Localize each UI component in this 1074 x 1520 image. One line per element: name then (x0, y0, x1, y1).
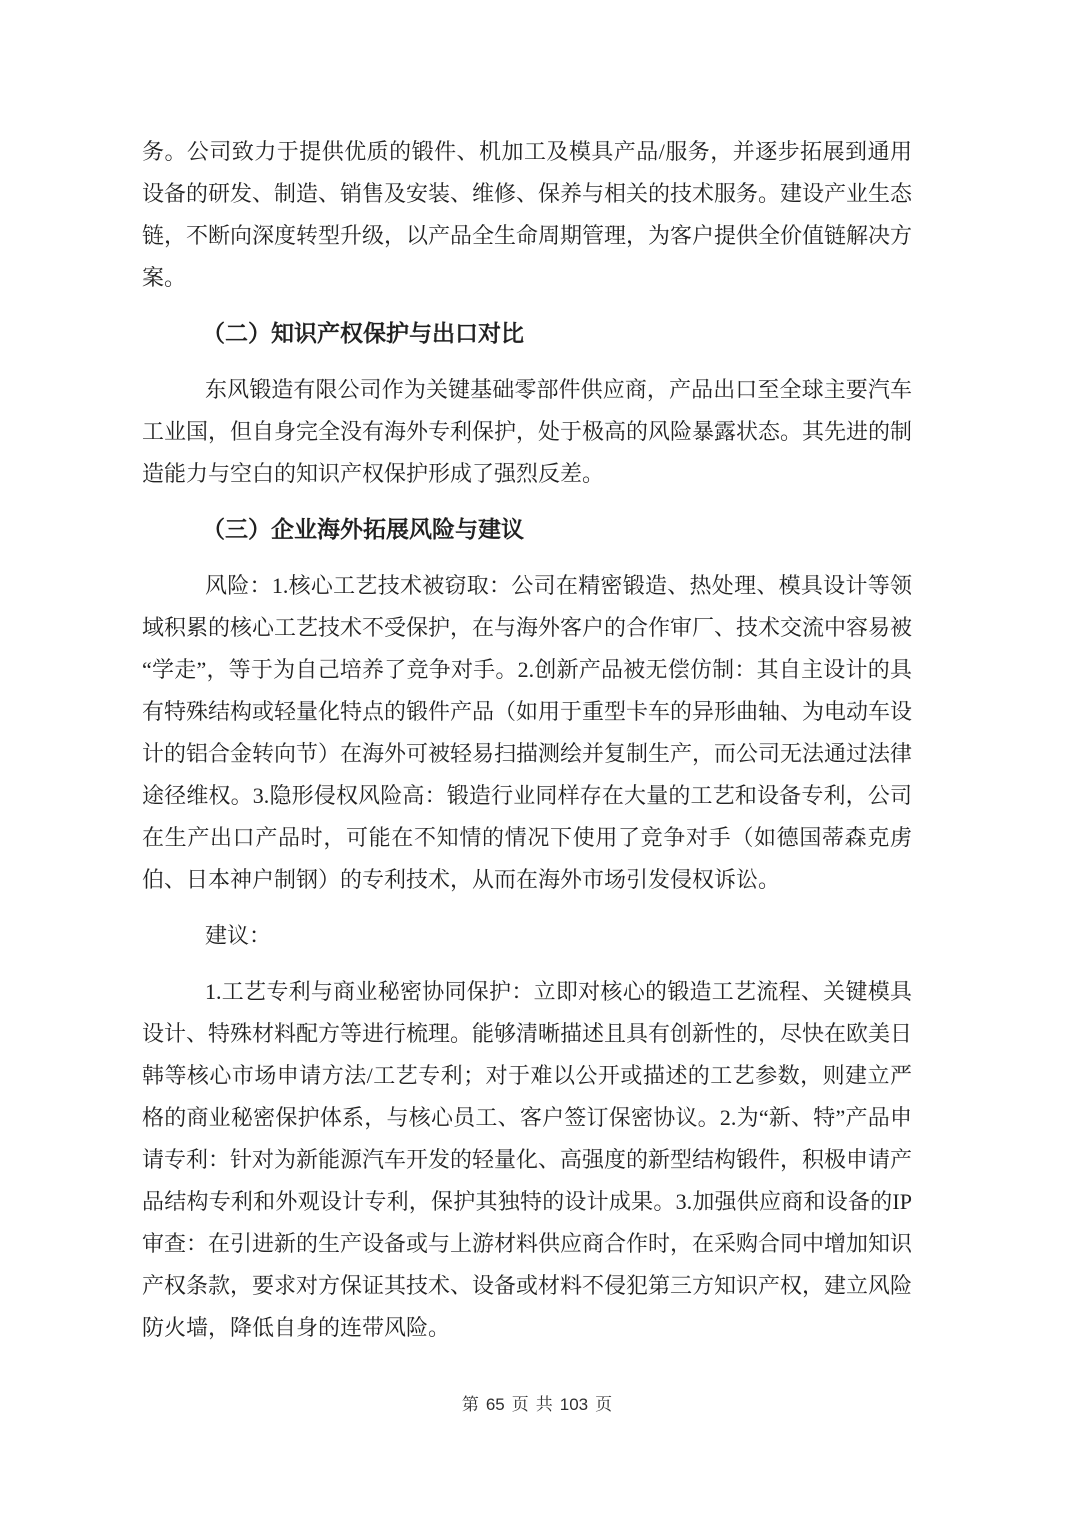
section-heading-overseas-risk-advice: （三）企业海外拓展风险与建议 (202, 517, 524, 542)
footer-label-page2: 页 (595, 1395, 613, 1414)
footer-label-of: 共 (535, 1395, 553, 1414)
footer-page-number: 65 (485, 1395, 505, 1414)
footer-label-prefix: 第 (461, 1395, 479, 1414)
paragraph-continuation: 务。公司致力于提供优质的锻件、机加工及模具产品/服务，并逐步拓展到通用设备的研发、制造、销售及安装、维修、保养与相关的技术服务。建设产业生态链，不断向深度转型升级，以产品全生命周期管理，为客户提供全价值链解决方案。 (142, 139, 913, 290)
footer-total-pages: 103 (559, 1395, 589, 1414)
page-footer (0, 1393, 1074, 1417)
paragraph-advice-label: 建议： (205, 923, 272, 948)
document-body (142, 131, 912, 1363)
paragraph-advice-items: 1.工艺专利与商业秘密协同保护：立即对核心的锻造工艺流程、关键模具设计、特殊材料配方等进行梳理。能够清晰描述且具有创新性的，尽快在欧美日韩等核心市场申请方法/工艺专利；对于难以公开或描述的工艺参数，则建立严格的商业秘密保护体系，与核心员工、客户签订保密协议。2.为“新、特”产品申请专利：针对为新能源汽车开发的轻量化、高强度的新型结构锻件，积极申请产品结构专利和外观设计专利，保护其独特的设计成果。3.加强供应商和设备的IP 审查：在引进新的生产设备或与上游材料供应商合作时，在采购合同中增加知识产权条款，要求对方保证其技术、设备或材料不侵犯第三方知识产权，建立风险防火墙，降低自身的连带风险。 (142, 979, 913, 1340)
footer-label-page: 页 (511, 1395, 529, 1414)
section-heading-ip-protection-export: （二）知识产权保护与出口对比 (202, 321, 524, 346)
paragraph-risks: 风险：1.核心工艺技术被窃取：公司在精密锻造、热处理、模具设计等领域积累的核心工艺技术不受保护，在与海外客户的合作审厂、技术交流中容易被“学走”，等于为自己培养了竞争对手。2.创新产品被无偿仿制：其自主设计的具有特殊结构或轻量化特点的锻件产品（如用于重型卡车的异形曲轴、为电动车设计的铝合金转向节）在海外可被轻易扫描测绘并复制生产，而公司无法通过法律途径维权。3.隐形侵权风险高：锻造行业同样存在大量的工艺和设备专利，公司在生产出口产品时，可能在不知情的情况下使用了竞争对手（如德国蒂森克虏伯、日本神户制钢）的专利技术，从而在海外市场引发侵权诉讼。 (142, 573, 913, 892)
paragraph-ip-protection-export: 东风锻造有限公司作为关键基础零部件供应商，产品出口至全球主要汽车工业国，但自身完全没有海外专利保护，处于极高的风险暴露状态。其先进的制造能力与空白的知识产权保护形成了强烈反差。 (142, 377, 913, 486)
